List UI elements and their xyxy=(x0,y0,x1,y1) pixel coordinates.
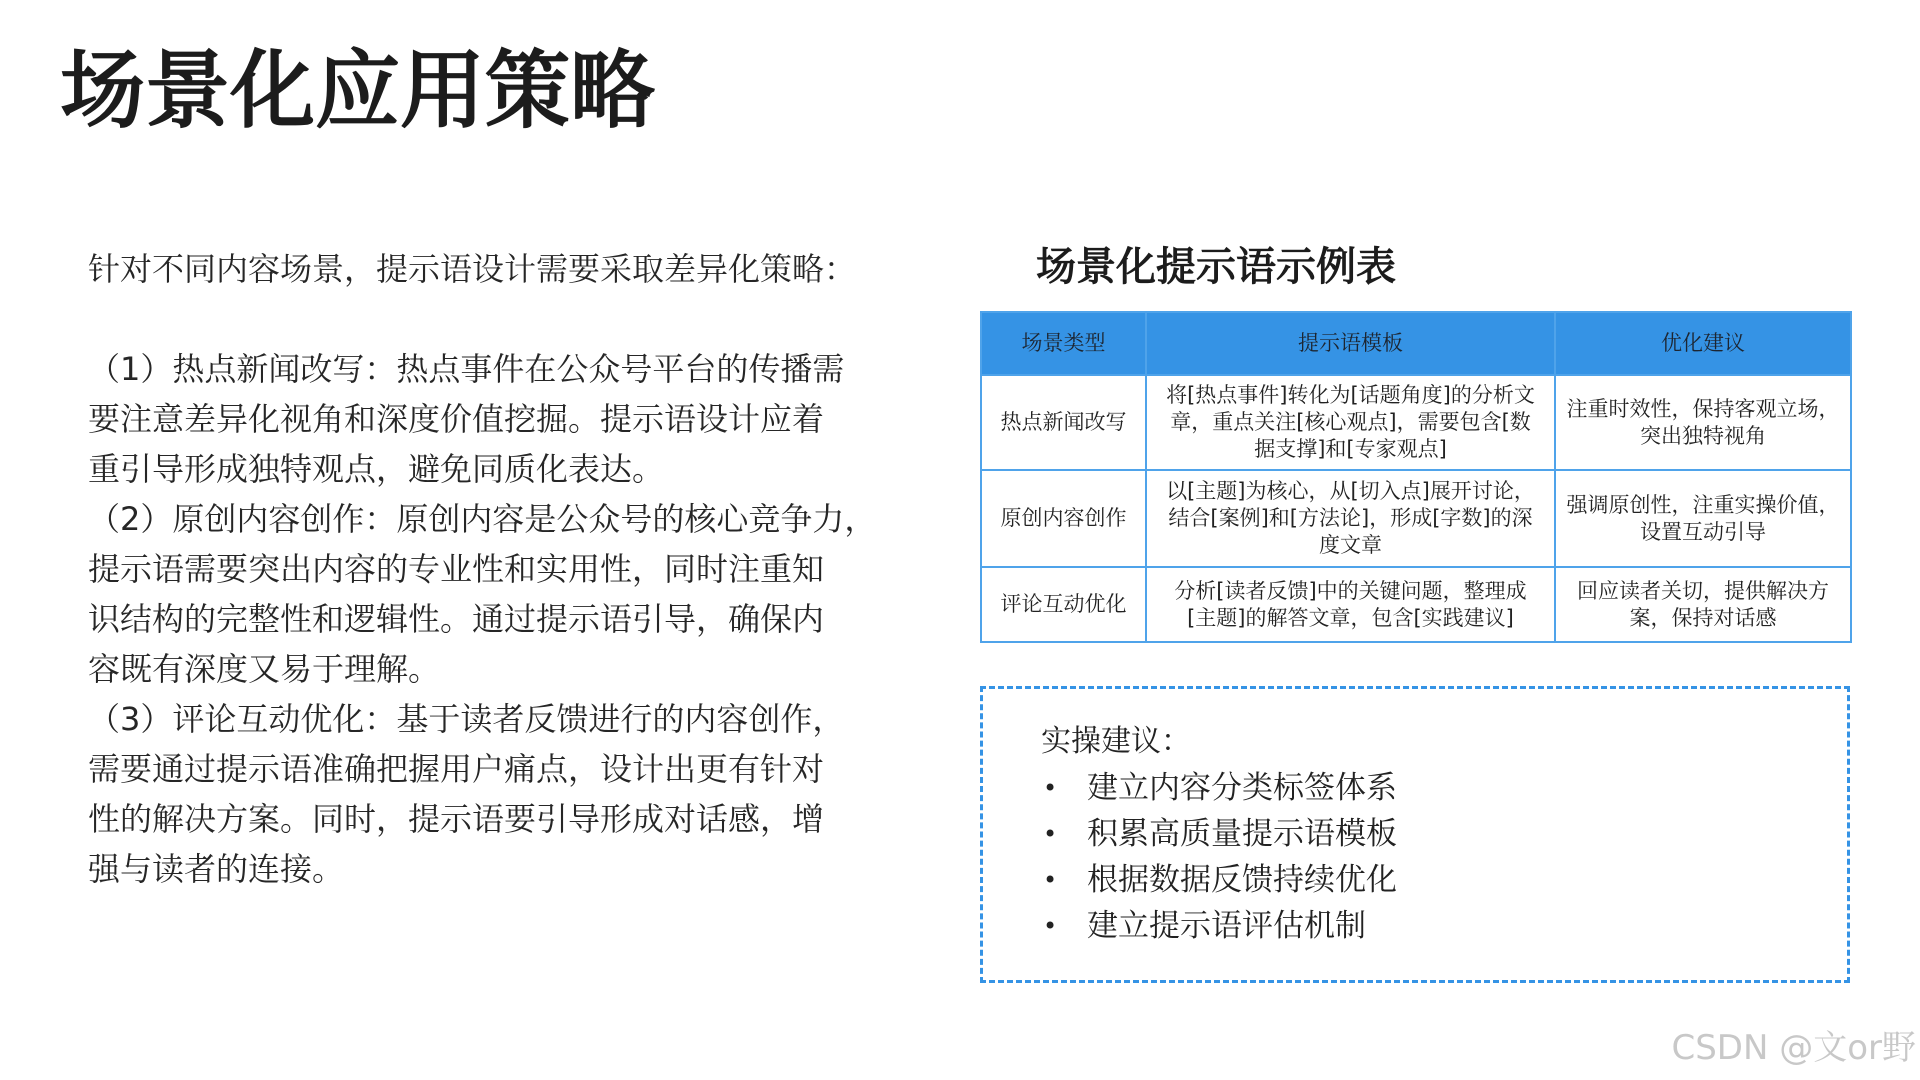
cell-template: 将[热点事件]转化为[话题角度]的分析文章，重点关注[核心观点]，需要包含[数据支撑]和[专家观点] xyxy=(1146,375,1555,470)
list-item xyxy=(1041,765,1397,811)
section-line: （2）原创内容创作：原创内容是公众号的核心竞争力， xyxy=(88,500,877,538)
bullet-icon xyxy=(1041,903,1087,949)
cell-advice: 注重时效性，保持客观立场，突出独特视角 xyxy=(1555,375,1851,470)
section-comment-interaction xyxy=(88,694,876,894)
bullet-icon xyxy=(1041,765,1087,811)
section-line: 强与读者的连接。 xyxy=(88,850,345,888)
column-header-scene: 场景类型 xyxy=(981,312,1146,375)
section-line: （1）热点新闻改写：热点事件在公众号平台的传播需 xyxy=(88,350,845,388)
section-original-content xyxy=(88,494,876,694)
section-hot-news xyxy=(88,344,876,494)
intro-text: 针对不同内容场景，提示语设计需要采取差异化策略： xyxy=(88,250,857,288)
section-line: （3）评论互动优化：基于读者反馈进行的内容创作， xyxy=(88,700,845,738)
column-header-template: 提示语模板 xyxy=(1146,312,1555,375)
list-item-label: 建立内容分类标签体系 xyxy=(1087,770,1397,806)
section-line: 需要通过提示语准确把握用户痛点，设计出更有针对 xyxy=(88,750,825,788)
section-line: 识结构的完整性和逻辑性。通过提示语引导，确保内 xyxy=(88,600,825,638)
section-line: 重引导形成独特观点，避免同质化表达。 xyxy=(88,450,665,488)
tips-heading: 实操建议： xyxy=(1041,724,1191,759)
cell-scene: 原创内容创作 xyxy=(981,470,1146,567)
list-item xyxy=(1041,903,1397,949)
table-row xyxy=(981,567,1851,642)
cell-scene: 热点新闻改写 xyxy=(981,375,1146,470)
paragraph-spacer xyxy=(88,294,876,344)
list-item xyxy=(1041,811,1397,857)
section-line: 要注意差异化视角和深度价值挖掘。提示语设计应着 xyxy=(88,400,825,438)
examples-table xyxy=(980,311,1852,643)
cell-advice: 强调原创性，注重实操价值，设置互动引导 xyxy=(1555,470,1851,567)
table-row xyxy=(981,375,1851,470)
bullet-icon xyxy=(1041,857,1087,903)
column-header-advice: 优化建议 xyxy=(1555,312,1851,375)
tips-list xyxy=(1041,765,1397,949)
list-item-label: 根据数据反馈持续优化 xyxy=(1087,862,1397,898)
page-title: 场景化应用策略 xyxy=(60,42,656,141)
table-row xyxy=(981,470,1851,567)
section-line: 性的解决方案。同时，提示语要引导形成对话感，增 xyxy=(88,800,825,838)
list-item-label: 建立提示语评估机制 xyxy=(1087,908,1366,944)
practical-tips-box xyxy=(980,686,1850,983)
strategy-description xyxy=(88,244,876,894)
watermark: CSDN @文or野 xyxy=(1671,1028,1916,1068)
list-item-label: 积累高质量提示语模板 xyxy=(1087,816,1397,852)
cell-advice: 回应读者关切，提供解决方案，保持对话感 xyxy=(1555,567,1851,642)
section-line: 容既有深度又易于理解。 xyxy=(88,650,441,688)
bullet-icon xyxy=(1041,811,1087,857)
list-item xyxy=(1041,857,1397,903)
section-line: 提示语需要突出内容的专业性和实用性，同时注重知 xyxy=(88,550,825,588)
cell-template: 分析[读者反馈]中的关键问题，整理成[主题]的解答文章，包含[实践建议] xyxy=(1146,567,1555,642)
table-title: 场景化提示语示例表 xyxy=(1036,244,1396,290)
table-header-row xyxy=(981,312,1851,375)
cell-scene: 评论互动优化 xyxy=(981,567,1146,642)
cell-template: 以[主题]为核心，从[切入点]展开讨论，结合[案例]和[方法论]，形成[字数]的深度文章 xyxy=(1146,470,1555,567)
